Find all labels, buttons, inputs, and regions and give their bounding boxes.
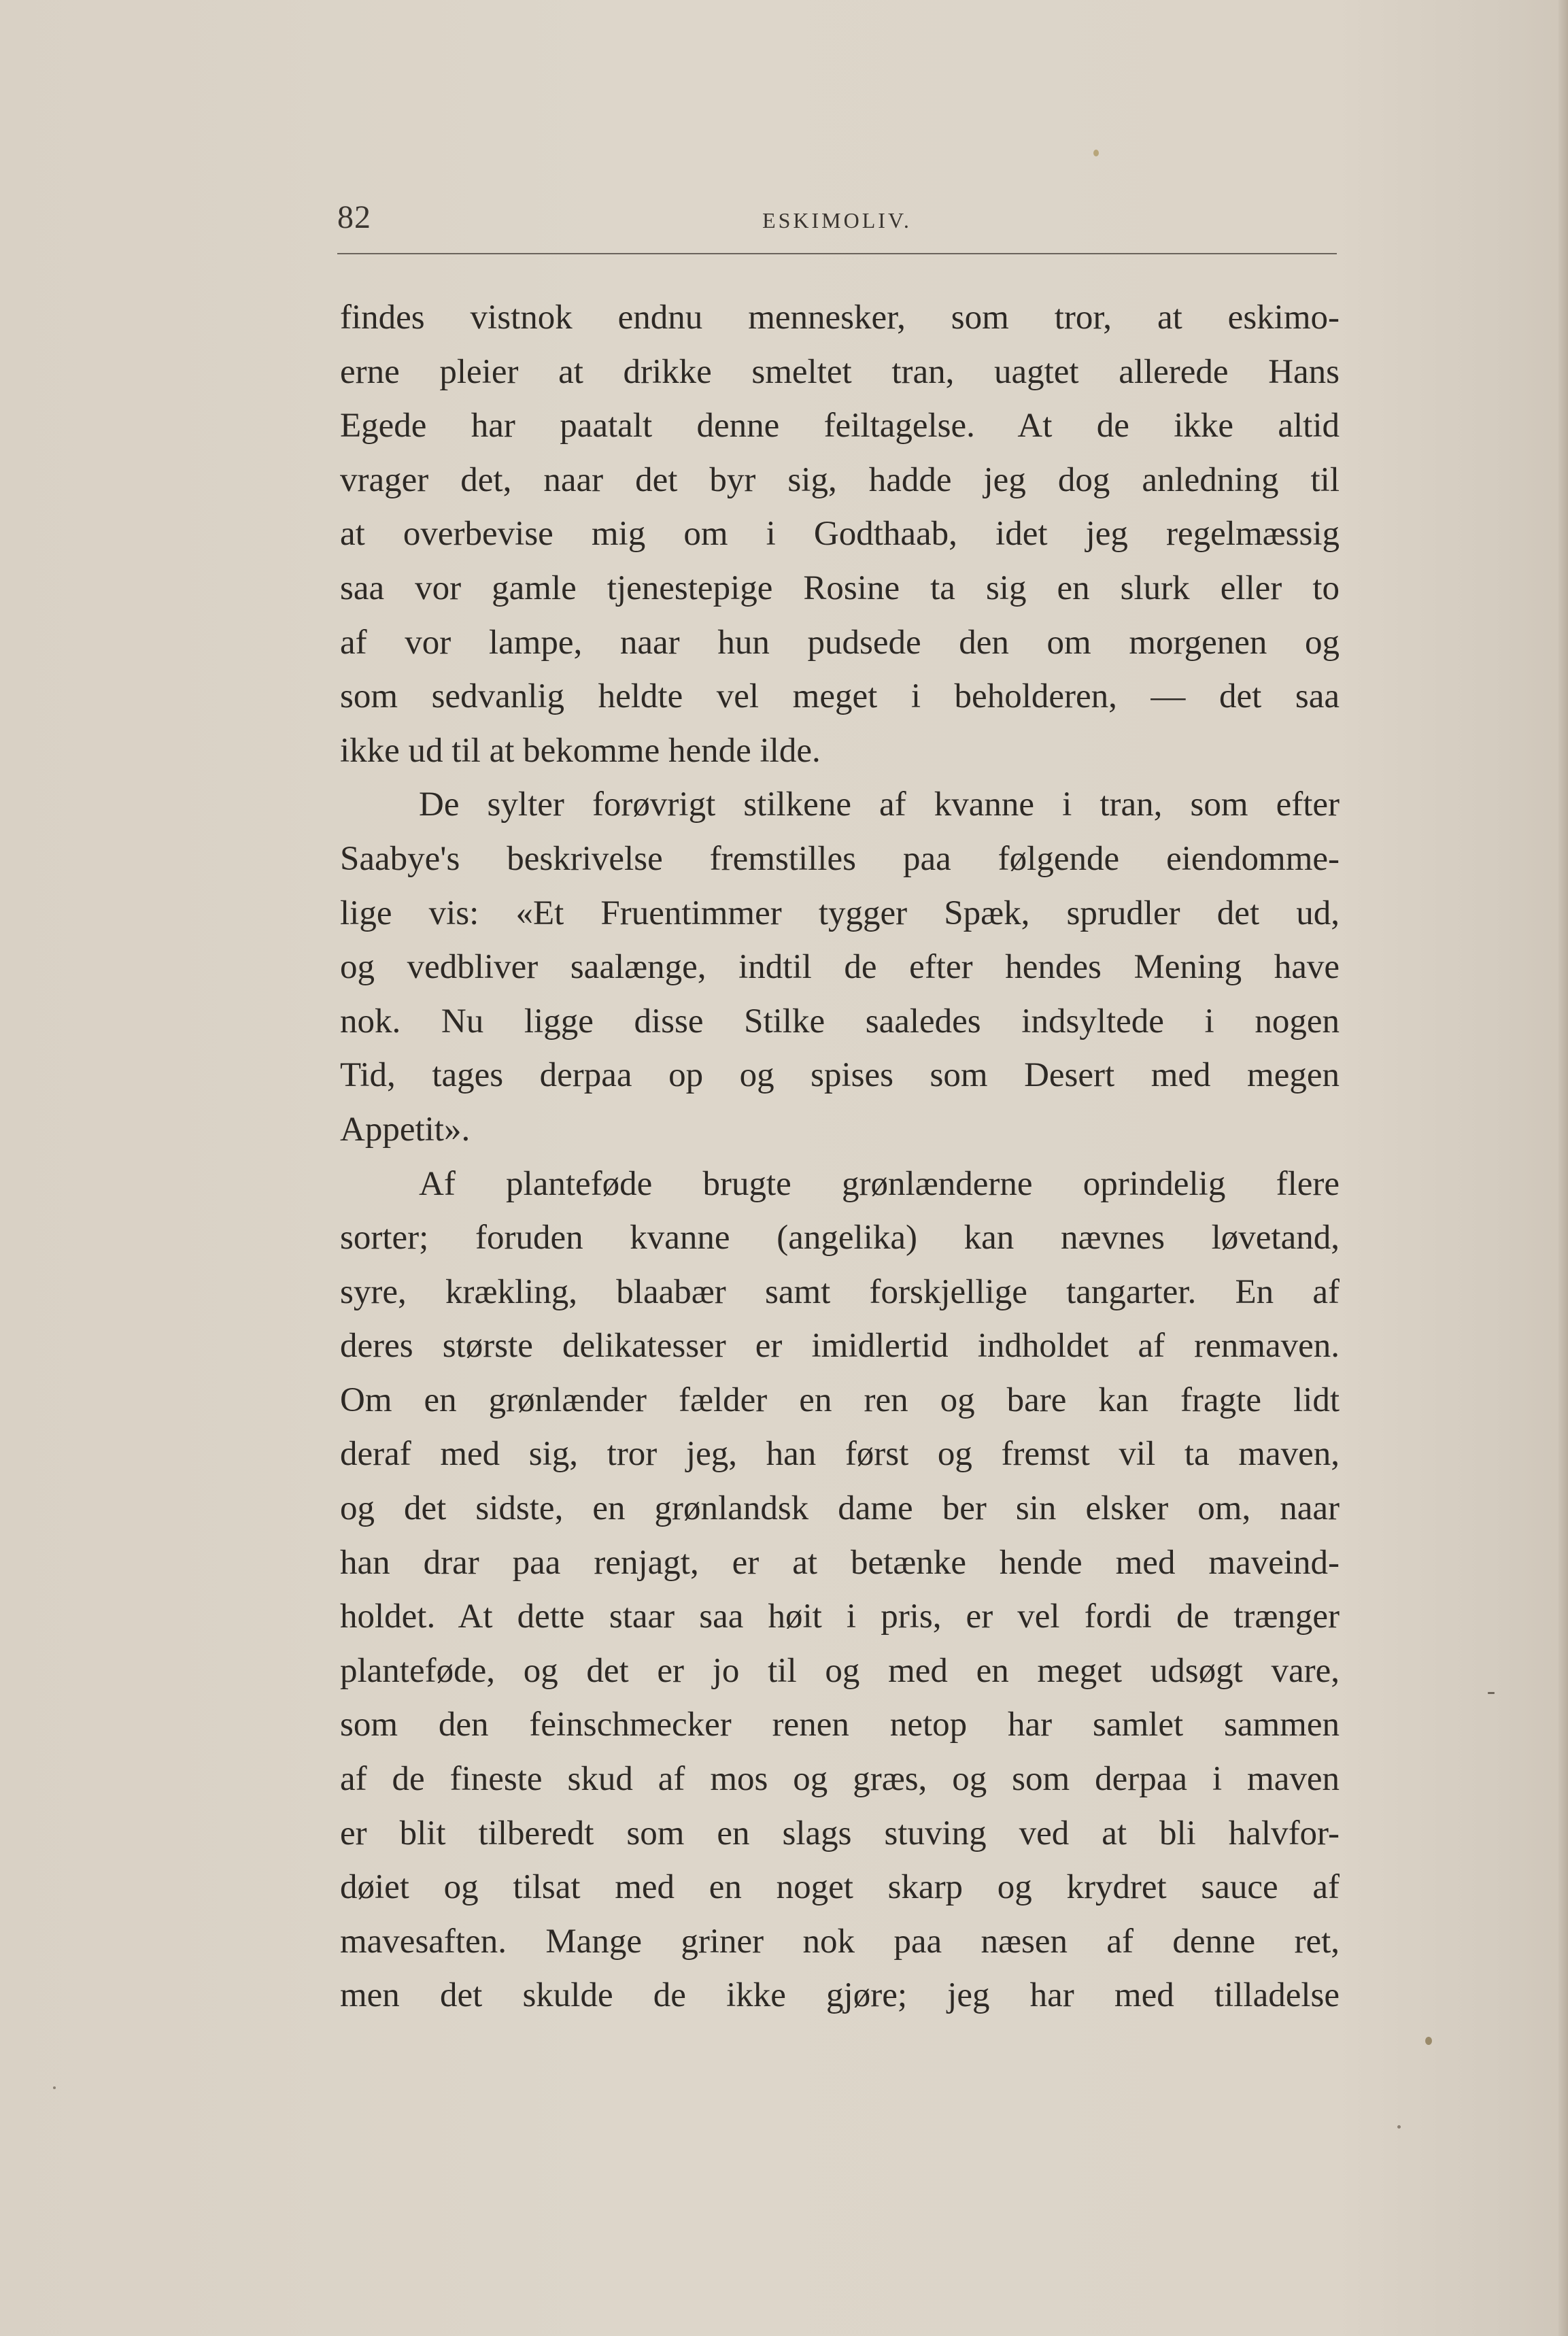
body-text [340,291,1340,2023]
text-line: ikke ud til at bekomme hende ilde. [340,731,821,770]
text-line: vrager det, naar det byr sig, hadde jeg dog anledning til [340,460,1340,499]
text-line: af vor lampe, naar hun pudsede den om morgenen og [340,623,1340,662]
header-rule [337,253,1337,254]
text-line: lige vis: «Et Fruentimmer tygger Spæk, sprudler det ud, [340,894,1340,932]
text-line: Saabye's beskrivelse fremstilles paa følgende eiendomme- [340,839,1340,878]
text-line: at overbevise mig om i Godthaab, idet jeg regelmæssig [340,515,1340,554]
running-title: ESKIMOLIV. [762,208,912,233]
text-line: holdet. At dette staar saa høit i pris, er vel fordi de trænger [340,1597,1340,1636]
text-line: erne pleier at drikke smeltet tran, uagtet allerede Hans [340,352,1340,391]
text-line: saa vor gamle tjenestepige Rosine ta sig en slurk eller to [340,569,1340,607]
text-line: af de fineste skud af mos og græs, og som derpaa i maven [340,1760,1340,1799]
text-line: han drar paa renjagt, er at betænke hende med maveind- [340,1543,1340,1582]
text-line: deraf med sig, tror jeg, han først og fremst vil ta maven, [340,1435,1340,1474]
text-line: er blit tilberedt som en slags stuving ved at bli halvfor- [340,1814,1340,1852]
paper-speck [53,2086,56,2089]
text-line: Tid, tages derpaa op og spises som Desert med megen [340,1056,1340,1095]
text-line: nok. Nu ligge disse Stilke saaledes indsyltede i nogen [340,1002,1340,1040]
text-line: findes vistnok endnu mennesker, som tror, at eskimo- [340,299,1340,337]
paper-speck [1488,1692,1495,1694]
text-line: planteføde, og det er jo til og med en meget udsøgt vare, [340,1651,1340,1690]
text-line: og det sidste, en grønlandsk dame ber sin elsker om, naar [340,1489,1340,1528]
text-line: døiet og tilsat med en noget skarp og krydret sauce af [340,1868,1340,1907]
text-line: deres største delikatesser er imidlertid indholdet af renmaven. [340,1327,1340,1366]
text-line: og vedbliver saalænge, indtil de efter hendes Mening have [340,948,1340,987]
paper-speck [1093,150,1099,156]
paper-speck [1425,2037,1432,2045]
text-line: Appetit». [340,1110,471,1149]
page-number: 82 [337,199,371,235]
text-line: sorter; foruden kvanne (angelika) kan nævnes løvetand, [340,1219,1340,1257]
text-line: som den feinschmecker renen netop har samlet sammen [340,1706,1340,1744]
page-edge-shadow [1558,0,1568,2336]
text-line: som sedvanlig heldte vel meget i beholderen, — det saa [340,677,1340,716]
page-header [337,199,1337,241]
text-line: syre, krækling, blaabær samt forskjellige tangarter. En af [340,1272,1340,1311]
paragraph-first-line: De sylter forøvrigt stilkene af kvanne i tran, som efter [419,785,1340,824]
text-line: Egede har paatalt denne feiltagelse. At de ikke altid [340,407,1340,445]
paper-speck [1397,2125,1401,2129]
text-line: mavesaften. Mange griner nok paa næsen af denne ret, [340,1922,1340,1961]
text-line: Om en grønlænder fælder en ren og bare kan fragte lidt [340,1381,1340,1419]
text-line: men det skulde de ikke gjøre; jeg har med tilladelse [340,1976,1340,2015]
paragraph-first-line: Af planteføde brugte grønlænderne oprindelig flere [419,1164,1340,1203]
